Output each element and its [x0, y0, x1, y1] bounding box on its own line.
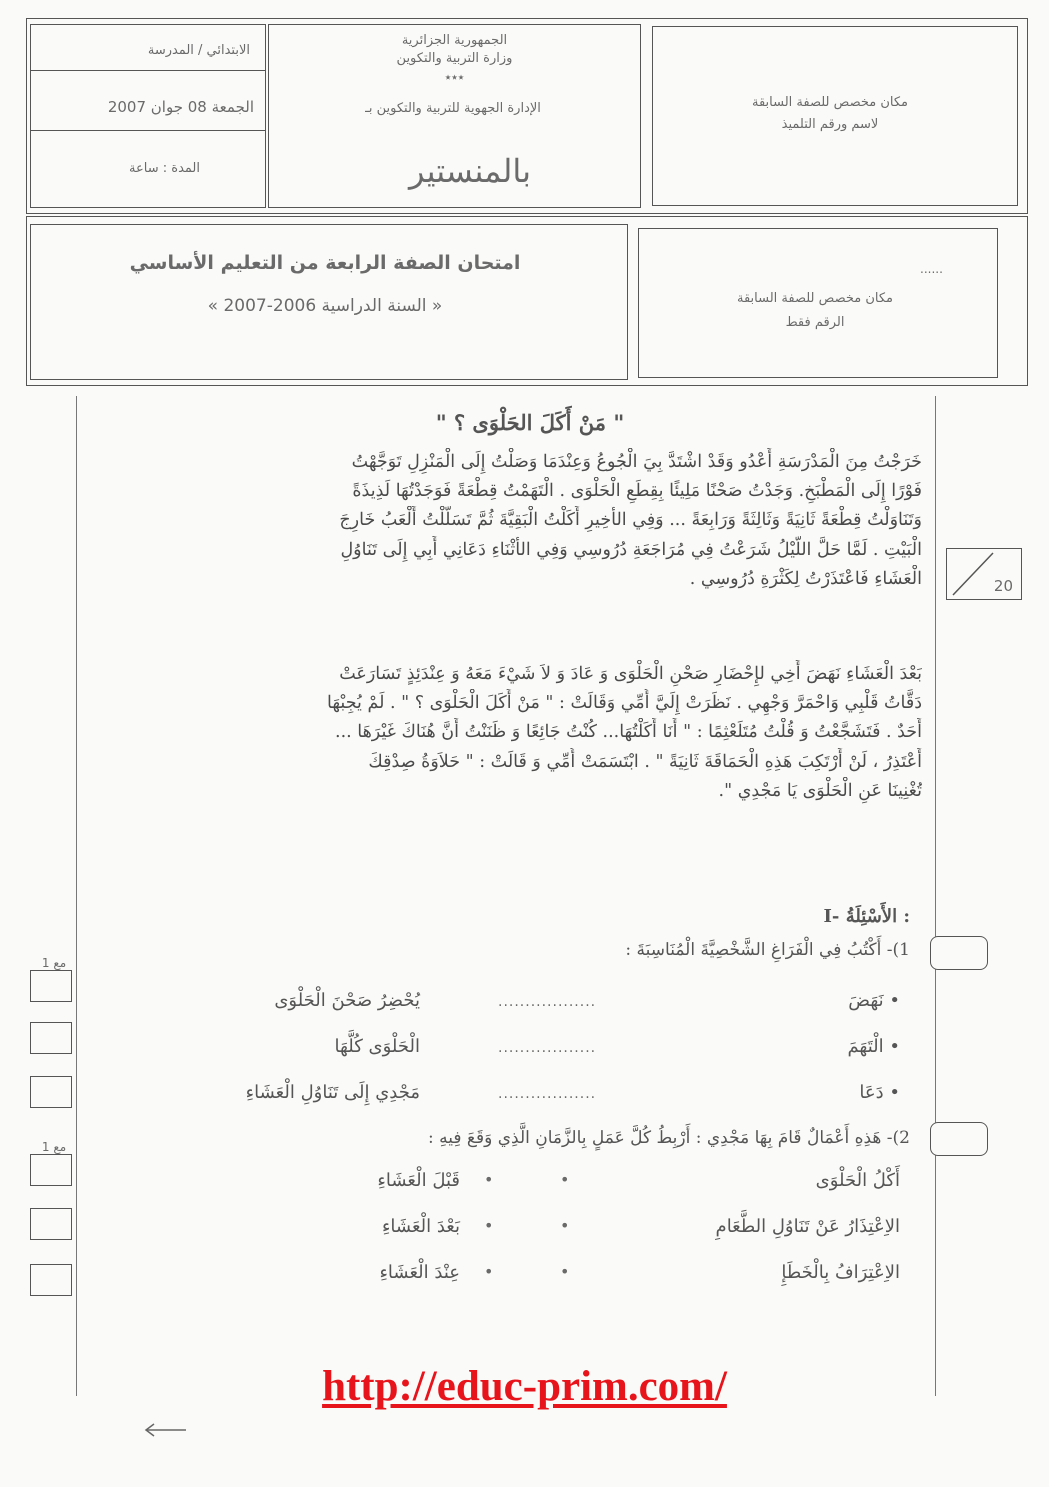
criteria-box: [30, 1154, 72, 1186]
q2-bullet-left[interactable]: •: [484, 1262, 494, 1281]
q2-row-right: أَكْلُ الْحَلْوَى: [815, 1170, 900, 1191]
student-id-label-2: لاسم ورقم التلميذ: [781, 117, 879, 132]
exam-date: الجمعة 08 جوان 2007: [107, 98, 254, 116]
criteria-label: مع 1: [41, 1140, 67, 1154]
q2-bullet-right[interactable]: •: [560, 1216, 570, 1235]
directorate-label: الإدارة الجهوية للتربية والتكوين بـ: [365, 101, 541, 116]
directorate-city: بالمنستير: [408, 152, 532, 190]
q2-mark-box: [930, 1122, 988, 1156]
q2-row-left: بَعْدَ الْعَشَاءِ: [381, 1216, 460, 1237]
q1-row-dots[interactable]: ..................: [498, 1086, 597, 1102]
q2-prompt: 2)- هَذِهِ أَعْمَالٌ قَامَ بِهَا مَجْدِي : أَرْبِطُ كُلَّ عَمَلٍ بِالزَّمَانِ الَّذِي وَقَعَ فِيهِ :: [428, 1128, 910, 1148]
story-line: أَحَدٌ . فَتَشَجَّعْتُ وَ قُلْتُ مُتَلَعْثِمًا : " أَنَا أَكَلْتُهَا... كُنْتُ جَائِعًا وَ ظَنَنْتُ أَنَّ هُنَاكَ غَيْرَهَا ...: [335, 722, 922, 743]
story-line: بَعْدَ الْعَشَاءِ نَهَضَ أَخِي لإِحْضَارِ صَحْنِ الْحَلْوَى وَ عَادَ وَ لاَ شَيْءَ مَعَهُ وَ عِنْدَئِذٍ تَسَارَعَتْ: [339, 664, 922, 684]
story-line: وَتَنَاوَلْتُ قِطْعَةً ثَانِيَةً وَثَالِثَةً وَرَابِعَةً ... وَفِي الأَخِيرِ أَكَلْتُ الْبَقِيَّةَ ثُمَّ تَسَلَّلْتُ أَلْعَبُ خَارِجَ: [339, 510, 922, 531]
q2-row: [260, 1216, 900, 1246]
q2-row-left: عِنْدَ الْعَشَاءِ: [379, 1262, 460, 1283]
q2-bullet-right[interactable]: •: [560, 1262, 570, 1281]
student-id-label-1: مكان مخصص للصفة السابقة: [752, 95, 908, 110]
story-line: دَقَّاتُ قَلْبِي وَاحْمَرَّ وَجْهِي . نَظَرَتْ إِلَيَّ أُمِّي وَقَالَتْ : " مَنْ أَكَلَ الْحَلْوَى ؟ " . لَمْ يُجِبْهَا: [327, 693, 922, 714]
story-title: " مَنْ أَكَلَ الحَلْوَى ؟ ": [435, 410, 625, 435]
q2-row: [260, 1170, 900, 1200]
q1-row: [180, 1036, 900, 1066]
story-line: خَرَجْتُ مِنَ الْمَدْرَسَةِ أَعْدُو وَقَدْ اشْتَدَّ بِيَ الْجُوعُ وَعِنْدَمَا وَصَلْتُ إِلَى الْمَنْزِلِ تَوَجَّهْتُ: [351, 452, 922, 472]
story-line: تُغْنِينَا عَنِ الْحَلْوَى يَا مَجْدِي ".: [718, 780, 922, 801]
q1-mark-box: [930, 936, 988, 970]
id-dots: ......: [920, 262, 943, 276]
story-line: أَعْتَذِرُ ، لَنْ أَرْتَكِبَ هَذِهِ الْحَمَاقَةَ ثَانِيَةً " . ابْتَسَمَتْ أُمِّي وَ قَالَتْ : " حَلاَوَةُ صِدْقِكَ: [368, 751, 922, 772]
q2-bullet-left[interactable]: •: [484, 1216, 494, 1235]
story-line: الْعَشَاءِ فَاعْتَذَرْتُ لِكَثْرَةِ دُرُوسِي .: [689, 568, 922, 589]
q2-row: [260, 1262, 900, 1292]
q2-row-left: قَبْلَ الْعَشَاءِ: [377, 1170, 460, 1191]
q1-row: [180, 990, 900, 1020]
q1-row-right: • نَهَضَ: [848, 990, 900, 1011]
criteria-box: [30, 1022, 72, 1054]
exam-level: الابتدائي / المدرسة: [147, 43, 250, 58]
id-number-label-2: الرقم فقط: [785, 315, 845, 330]
ministry-label: وزارة التربية والتكوين: [396, 51, 513, 66]
q1-prompt: 1)- أَكْتُبُ فِي الْفَرَاغِ الشَّخْصِيَّةَ الْمُنَاسِبَةَ :: [625, 940, 910, 960]
story-line: فَوْرًا إِلَى الْمَطْبَخِ. وَجَدْتُ صَحْنًا مَلِيئًا بِقِطَعِ الْحَلْوَى . الْتَهَمْتُ قِطْعَةً فَوَجَدْتُهَا لَذِيذَةً: [352, 481, 922, 502]
q1-row-right: • دَعَا: [859, 1082, 900, 1103]
story-line: الْبَيْتِ . لَمَّا حَلَّ اللَّيْلُ شَرَعْتُ فِي مُرَاجَعَةِ دُرُوسِي وَفِي الأَثْنَاءِ دَعَانِي أَبِي إِلَى تَنَاوُلِ: [340, 539, 922, 560]
q1-row-left: الْحَلْوَى كُلَّهَا: [334, 1036, 420, 1057]
q2-row-right: الاِعْتِذَارُ عَنْ تَنَاوُلِ الطَّعَامِ: [715, 1216, 900, 1237]
criteria-box: [30, 1208, 72, 1240]
q1-row-dots[interactable]: ..................: [498, 994, 597, 1010]
q2-bullet-right[interactable]: •: [560, 1170, 570, 1189]
criteria-box: [30, 970, 72, 1002]
body-left-border: [76, 396, 77, 1396]
id-number-label-1: مكان مخصص للصفة السابقة: [737, 291, 893, 306]
exam-title: امتحان الصفة الرابعة من التعليم الأساسي: [129, 252, 521, 274]
next-page-arrow-icon: [140, 1420, 190, 1440]
questions-heading: I- الأَسْئِلَةُ :: [823, 906, 910, 927]
q2-row-right: الاِعْتِرَافُ بِالْخَطَإِ: [781, 1262, 900, 1283]
criteria-box: [30, 1076, 72, 1108]
exam-duration: المدة : ساعة: [129, 161, 200, 176]
score-total: 20: [993, 577, 1013, 595]
body-right-border: [935, 396, 936, 1396]
criteria-label: مع 1: [41, 956, 67, 970]
q1-row-dots[interactable]: ..................: [498, 1040, 597, 1056]
criteria-box: [30, 1264, 72, 1296]
header-stars: ٭٭٭: [444, 70, 465, 84]
q1-row-right: • الْتَهَمَ: [847, 1036, 900, 1057]
q2-bullet-left[interactable]: •: [484, 1170, 494, 1189]
q1-row-left: مَجْدِي إِلَى تَنَاوُلِ الْعَشَاءِ: [245, 1082, 420, 1103]
republic-label: الجمهورية الجزائرية: [401, 33, 508, 48]
footer-url-link[interactable]: http://educ-prim.com/: [322, 1363, 727, 1410]
story-paragraph-2: [86, 660, 922, 806]
school-year: « السنة الدراسية 2006-2007 »: [207, 296, 443, 316]
q1-row: [180, 1082, 900, 1112]
q1-row-left: يُحْضِرُ صَحْنَ الْحَلْوَى: [274, 990, 420, 1011]
score-box: [946, 548, 1022, 600]
story-paragraph-1: [86, 448, 922, 594]
